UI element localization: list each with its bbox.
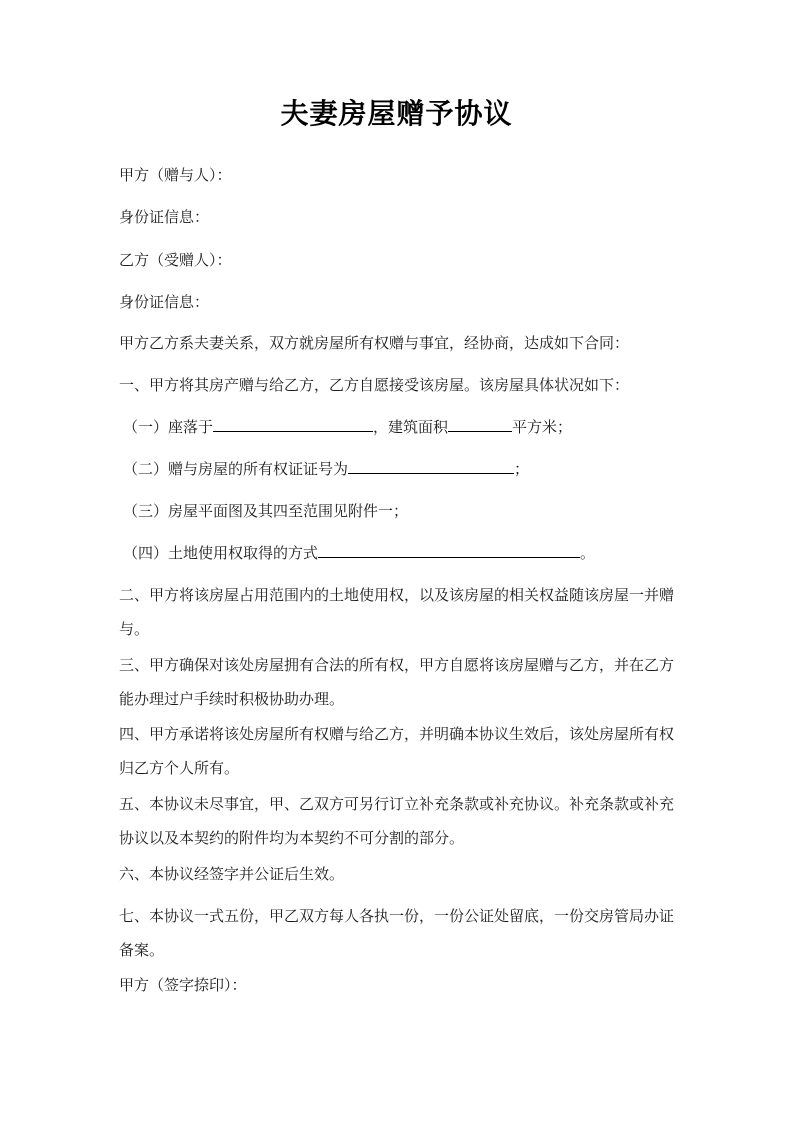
signature-party-a: 甲方（签字捺印）： bbox=[119, 976, 247, 994]
intro-paragraph: 甲方乙方系夫妻关系，双方就房屋所有权赠与事宜，经协商，达成如下合同： bbox=[119, 334, 630, 352]
clause-5: 五、本协议未尽事宜，甲、乙双方可另行订立补充条款或补充协议。补充条款或补充协议以及本契约的附件均为本契约不可分割的部分。 bbox=[119, 795, 675, 847]
item-2-prefix: （二）赠与房屋的所有权证证号为 bbox=[123, 460, 349, 478]
item-1-suffix: 平方米； bbox=[512, 418, 573, 436]
item-2-certificate-number bbox=[119, 452, 688, 486]
area-blank-field[interactable] bbox=[448, 412, 512, 432]
item-4-suffix: 。 bbox=[580, 544, 596, 562]
item-4-prefix: （四）土地使用权取得的方式 bbox=[123, 544, 319, 562]
party-b-label: 乙方（受赠人）： bbox=[119, 251, 232, 269]
item-2-suffix: ； bbox=[514, 460, 530, 478]
clause-3: 三、甲方确保对该处房屋拥有合法的所有权，甲方自愿将该房屋赠与乙方，并在乙方能办理过户手续时积极协助办理。 bbox=[119, 656, 675, 708]
item-1-prefix: （一）座落于 bbox=[123, 418, 214, 436]
location-blank-field[interactable] bbox=[213, 412, 373, 432]
clause-7: 七、本协议一式五份，甲乙双方每人各执一份，一份公证处留底，一份交房管局办证备案。 bbox=[119, 907, 675, 959]
party-a-label: 甲方（赠与人）： bbox=[119, 166, 232, 184]
clause-1: 一、甲方将其房产赠与给乙方，乙方自愿接受该房屋。该房屋具体状况如下： bbox=[119, 376, 630, 394]
document-title: 夫妻房屋赠予协议 bbox=[280, 97, 513, 130]
clause-2: 二、甲方将该房屋占用范围内的土地使用权，以及该房屋的相关权益随该房屋一并赠与。 bbox=[119, 586, 675, 638]
item-3-floor-plan: （三）房屋平面图及其四至范围见附件一； bbox=[123, 502, 409, 520]
id-info-a-label: 身份证信息： bbox=[119, 208, 210, 226]
item-1-location-area bbox=[119, 410, 688, 444]
clause-4: 四、甲方承诺将该处房屋所有权赠与给乙方，并明确本协议生效后，该处房屋所有权归乙方个人所有。 bbox=[119, 725, 675, 777]
item-1-middle: ，建筑面积 bbox=[373, 418, 449, 436]
clause-6: 六、本协议经签字并公证后生效。 bbox=[119, 865, 345, 883]
certificate-number-blank-field[interactable] bbox=[348, 454, 514, 474]
id-info-b-label: 身份证信息： bbox=[119, 293, 210, 311]
land-use-method-blank-field[interactable] bbox=[318, 538, 580, 558]
item-4-land-use-right bbox=[119, 536, 688, 570]
